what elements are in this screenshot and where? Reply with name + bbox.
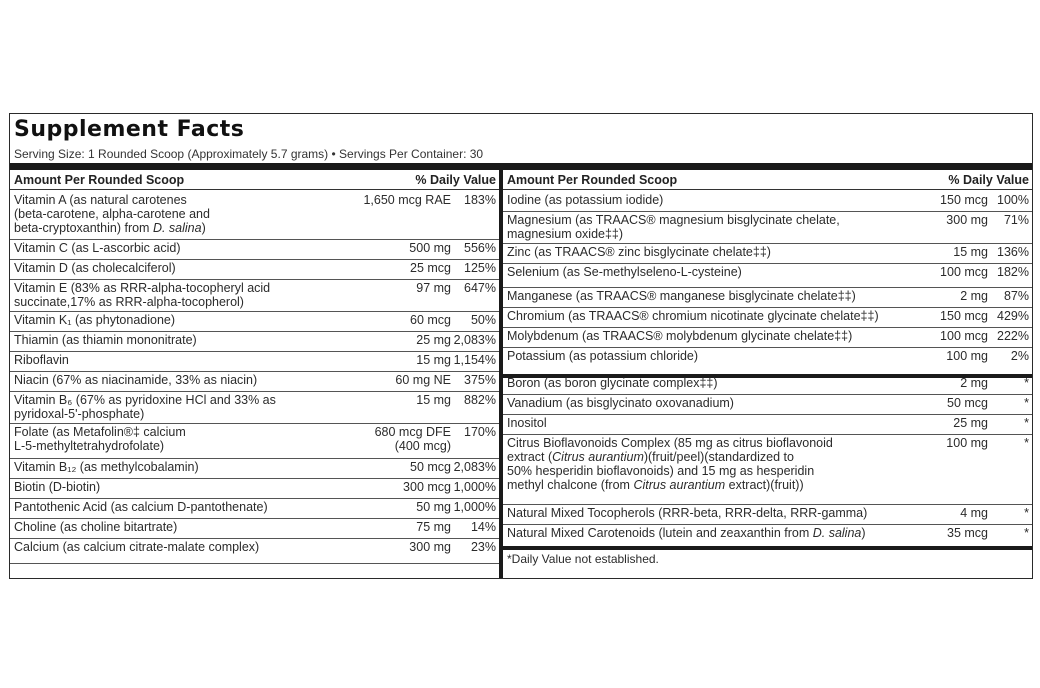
left-row bbox=[10, 518, 499, 539]
nutrient-amount: 50 mcg bbox=[410, 460, 451, 474]
daily-value: 2,083% bbox=[453, 460, 496, 474]
daily-value: 375% bbox=[464, 373, 496, 387]
daily-value: 183% bbox=[464, 193, 496, 207]
daily-value: * bbox=[1024, 436, 1029, 450]
nutrient-amount: 15 mg bbox=[416, 353, 451, 367]
nutrient-name: Choline (as choline bitartrate) bbox=[14, 520, 178, 534]
nutrient-amount: 15 mg bbox=[953, 245, 988, 259]
daily-value: 136% bbox=[997, 245, 1029, 259]
nutrient-amount: 150 mcg bbox=[940, 309, 988, 323]
nutrient-name: Manganese (as TRAACS® manganese bisglycinate chelate‡‡) bbox=[507, 289, 856, 303]
nutrient-amount: 100 mcg bbox=[940, 329, 988, 343]
nutrient-name: Vitamin K₁ (as phytonadione) bbox=[14, 313, 176, 327]
daily-value: 125% bbox=[464, 261, 496, 275]
dv-header: % Daily Value bbox=[948, 173, 1029, 187]
daily-value: 100% bbox=[997, 193, 1029, 207]
daily-value: 71% bbox=[1003, 213, 1029, 227]
daily-value: * bbox=[1024, 526, 1029, 540]
nutrient-amount: 35 mcg bbox=[947, 526, 988, 540]
daily-value: 429% bbox=[997, 309, 1029, 323]
nutrient-amount: 75 mg bbox=[416, 520, 451, 534]
daily-value: * bbox=[1024, 416, 1029, 430]
nutrient-amount: 300 mg bbox=[946, 213, 988, 227]
nutrient-name: Vitamin B₁₂ (as methylcobalamin) bbox=[14, 460, 199, 474]
footnote: *Daily Value not established. bbox=[507, 552, 659, 566]
dv-header: % Daily Value bbox=[415, 173, 496, 187]
left-row bbox=[10, 259, 499, 280]
left-row bbox=[10, 371, 499, 392]
left-row bbox=[10, 311, 499, 332]
nutrient-name: Molybdenum (as TRAACS® molybdenum glycinate chelate‡‡) bbox=[507, 329, 853, 343]
nutrient-name: Vitamin D (as cholecalciferol) bbox=[14, 261, 176, 275]
right-row bbox=[503, 524, 1032, 550]
nutrient-name: Natural Mixed Tocopherols (RRR-beta, RRR-delta, RRR-gamma) bbox=[507, 506, 868, 520]
right-row bbox=[503, 211, 1032, 244]
nutrient-name: Thiamin (as thiamin mononitrate) bbox=[14, 333, 197, 347]
daily-value: 170% bbox=[464, 425, 496, 439]
right-row bbox=[503, 414, 1032, 435]
left-row bbox=[10, 239, 499, 260]
daily-value: * bbox=[1024, 396, 1029, 410]
nutrient-name: Vitamin B₆ (67% as pyridoxine HCl and 33% as pyridoxal-5'-phosphate) bbox=[14, 393, 276, 421]
nutrient-name: Magnesium (as TRAACS® magnesium bisglycinate chelate, magnesium oxide‡‡) bbox=[507, 213, 840, 241]
nutrient-amount: 2 mg bbox=[960, 289, 988, 303]
nutrient-name: Vitamin C (as L-ascorbic acid) bbox=[14, 241, 181, 255]
nutrient-amount: 60 mcg bbox=[410, 313, 451, 327]
left-row bbox=[10, 478, 499, 499]
nutrient-name: Riboflavin bbox=[14, 353, 69, 367]
left-row bbox=[10, 498, 499, 519]
daily-value: 556% bbox=[464, 241, 496, 255]
nutrient-amount: 25 mg bbox=[416, 333, 451, 347]
right-row bbox=[503, 287, 1032, 308]
right-header bbox=[503, 170, 1032, 190]
right-row bbox=[503, 263, 1032, 288]
right-row bbox=[503, 394, 1032, 415]
nutrient-amount: 25 mcg bbox=[410, 261, 451, 275]
daily-value: 1,000% bbox=[453, 500, 496, 514]
panel-title: Supplement Facts bbox=[14, 117, 245, 142]
right-row bbox=[503, 504, 1032, 525]
daily-value: 50% bbox=[470, 313, 496, 327]
nutrient-name: Potassium (as potassium chloride) bbox=[507, 349, 699, 363]
nutrient-amount: 15 mg bbox=[416, 393, 451, 407]
nutrient-amount: 1,650 mcg RAE bbox=[363, 193, 451, 207]
nutrient-amount: 150 mcg bbox=[940, 193, 988, 207]
nutrient-amount: 100 mcg bbox=[940, 265, 988, 279]
nutrient-amount: 680 mcg DFE (400 mcg) bbox=[374, 425, 451, 453]
thick-divider bbox=[10, 163, 1032, 170]
nutrient-name: Citrus Bioflavonoids Complex (85 mg as citrus bioflavonoid extract (Citrus aurantium)(fruit/peel)(standardized to 50% hesperidin bioflavonoids) and 15 mg as hesperidin methyl chalcone (from Citrus aurantium extract)(fruit)) bbox=[507, 436, 833, 492]
right-row bbox=[503, 327, 1032, 348]
right-row bbox=[503, 243, 1032, 264]
left-row bbox=[10, 191, 499, 240]
daily-value: 2,083% bbox=[453, 333, 496, 347]
nutrient-name: Chromium (as TRAACS® chromium nicotinate glycinate chelate‡‡) bbox=[507, 309, 879, 323]
nutrient-amount: 300 mg bbox=[409, 540, 451, 554]
daily-value: 882% bbox=[464, 393, 496, 407]
nutrient-name: Niacin (67% as niacinamide, 33% as niacin) bbox=[14, 373, 258, 387]
left-row bbox=[10, 458, 499, 479]
daily-value: 647% bbox=[464, 281, 496, 295]
left-row bbox=[10, 538, 499, 564]
daily-value: 1,000% bbox=[453, 480, 496, 494]
nutrient-amount: 97 mg bbox=[416, 281, 451, 295]
left-row bbox=[10, 423, 499, 459]
daily-value: 2% bbox=[1010, 349, 1029, 363]
nutrient-name: Pantothenic Acid (as calcium D-pantothenate) bbox=[14, 500, 268, 514]
nutrient-amount: 100 mg bbox=[946, 349, 988, 363]
right-row bbox=[503, 307, 1032, 328]
left-row bbox=[10, 279, 499, 312]
daily-value: * bbox=[1024, 506, 1029, 520]
left-header bbox=[10, 170, 499, 190]
daily-value: 222% bbox=[997, 329, 1029, 343]
nutrient-amount: 500 mg bbox=[409, 241, 451, 255]
nutrient-name: Folate (as Metafolin®‡ calcium L-5-methyltetrahydrofolate) bbox=[14, 425, 186, 453]
nutrient-name: Calcium (as calcium citrate-malate complex) bbox=[14, 540, 260, 554]
daily-value: * bbox=[1024, 376, 1029, 390]
left-row bbox=[10, 351, 499, 372]
daily-value: 182% bbox=[997, 265, 1029, 279]
amount-header: Amount Per Rounded Scoop bbox=[507, 173, 678, 187]
supplement-facts-panel bbox=[9, 113, 1033, 579]
nutrient-name: Iodine (as potassium iodide) bbox=[507, 193, 664, 207]
nutrient-name: Inositol bbox=[507, 416, 547, 430]
nutrient-amount: 50 mg bbox=[416, 500, 451, 514]
nutrient-name: Selenium (as Se-methylseleno-L-cysteine) bbox=[507, 265, 742, 279]
nutrient-name: Vanadium (as bisglycinato oxovanadium) bbox=[507, 396, 734, 410]
left-row bbox=[10, 391, 499, 424]
nutrient-amount: 60 mg NE bbox=[395, 373, 451, 387]
nutrient-name: Natural Mixed Carotenoids (lutein and zeaxanthin from D. salina) bbox=[507, 526, 866, 540]
nutrient-name: Vitamin A (as natural carotenes (beta-carotene, alpha-carotene and beta-cryptoxanthin) from D. salina) bbox=[14, 193, 210, 235]
nutrient-amount: 2 mg bbox=[960, 376, 988, 390]
nutrient-amount: 4 mg bbox=[960, 506, 988, 520]
daily-value: 14% bbox=[470, 520, 496, 534]
daily-value: 1,154% bbox=[453, 353, 496, 367]
nutrient-name: Zinc (as TRAACS® zinc bisglycinate chelate‡‡) bbox=[507, 245, 771, 259]
nutrient-amount: 50 mcg bbox=[947, 396, 988, 410]
nutrient-name: Boron (as boron glycinate complex‡‡) bbox=[507, 376, 718, 390]
daily-value: 87% bbox=[1003, 289, 1029, 303]
right-row bbox=[503, 434, 1032, 505]
nutrient-name: Biotin (D-biotin) bbox=[14, 480, 101, 494]
nutrient-amount: 25 mg bbox=[953, 416, 988, 430]
amount-header: Amount Per Rounded Scoop bbox=[14, 173, 185, 187]
nutrient-name: Vitamin E (83% as RRR-alpha-tocopheryl acid succinate,17% as RRR-alpha-tocopherol) bbox=[14, 281, 271, 309]
nutrient-amount: 100 mg bbox=[946, 436, 988, 450]
daily-value: 23% bbox=[470, 540, 496, 554]
nutrient-amount: 300 mcg bbox=[403, 480, 451, 494]
left-row bbox=[10, 331, 499, 352]
right-row bbox=[503, 191, 1032, 212]
serving-info: Serving Size: 1 Rounded Scoop (Approximately 5.7 grams) • Servings Per Container: 30 bbox=[14, 147, 484, 161]
right-row bbox=[503, 374, 1032, 395]
